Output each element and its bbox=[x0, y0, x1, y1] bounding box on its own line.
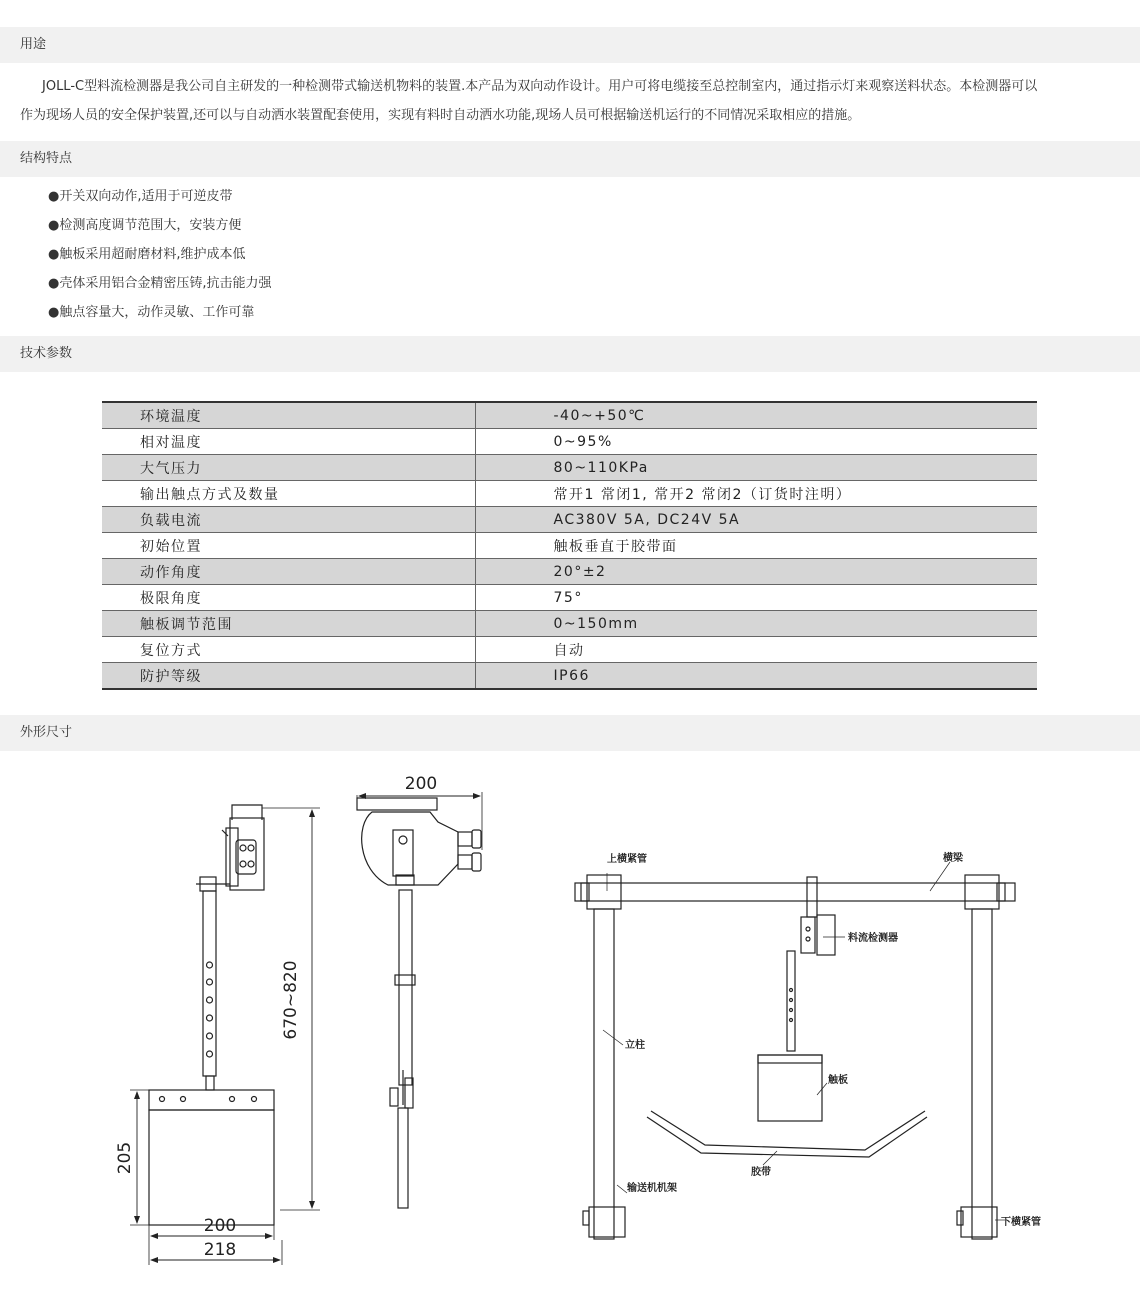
dim-side-width: 200 bbox=[404, 774, 438, 794]
dim-plate-width-218: 218 bbox=[203, 1240, 237, 1260]
param-value: IP66 bbox=[475, 663, 1037, 690]
table-row bbox=[102, 663, 1037, 690]
param-name: 大气压力 bbox=[102, 455, 475, 481]
param-name: 相对温度 bbox=[102, 429, 475, 455]
table-row bbox=[102, 429, 1037, 455]
usage-paragraph-line-2: 作为现场人员的安全保护装置,还可以与自动洒水装置配套使用，实现有料时自动洒水功能,现场人员可根据输送机运行的不同情况采取相应的措施。 bbox=[20, 108, 861, 123]
section-header-dimensions: 外形尺寸 bbox=[0, 715, 1140, 751]
feature-item: ●触板采用超耐磨材料,维护成本低 bbox=[48, 247, 246, 262]
label-plate: 触板 bbox=[828, 1075, 848, 1086]
label-detector: 料流检测器 bbox=[848, 933, 898, 944]
dim-plate-height: 205 bbox=[115, 1141, 135, 1175]
param-name: 防护等级 bbox=[102, 663, 475, 690]
param-name: 初始位置 bbox=[102, 533, 475, 559]
label-upper-clamp: 上横紧管 bbox=[607, 854, 647, 865]
table-row bbox=[102, 559, 1037, 585]
feature-item: ●检测高度调节范围大，安装方便 bbox=[48, 218, 242, 233]
param-name: 负载电流 bbox=[102, 507, 475, 533]
section-header-params: 技术参数 bbox=[0, 336, 1140, 372]
param-value: 80~110KPa bbox=[475, 455, 1037, 481]
param-name: 复位方式 bbox=[102, 637, 475, 663]
param-value: 触板垂直于胶带面 bbox=[475, 533, 1037, 559]
param-value: -40~+50℃ bbox=[475, 402, 1037, 429]
dim-total-height: 670~820 bbox=[281, 960, 301, 1040]
feature-item: ●触点容量大，动作灵敏、工作可靠 bbox=[48, 305, 255, 320]
installation-diagram bbox=[555, 845, 1041, 1265]
param-value: 0~95% bbox=[475, 429, 1037, 455]
param-value: 0~150mm bbox=[475, 611, 1037, 637]
feature-item: ●开关双向动作,适用于可逆皮带 bbox=[48, 189, 233, 204]
label-belt: 胶带 bbox=[751, 1167, 771, 1178]
param-value: 20°±2 bbox=[475, 559, 1037, 585]
dimension-drawing bbox=[0, 760, 520, 1280]
table-row bbox=[102, 507, 1037, 533]
param-name: 触板调节范围 bbox=[102, 611, 475, 637]
param-value: 常开1 常闭1, 常开2 常闭2（订货时注明） bbox=[475, 481, 1037, 507]
label-frame: 输送机机架 bbox=[627, 1183, 677, 1194]
param-value: AC380V 5A, DC24V 5A bbox=[475, 507, 1037, 533]
param-value: 自动 bbox=[475, 637, 1037, 663]
table-row bbox=[102, 637, 1037, 663]
param-value: 75° bbox=[475, 585, 1037, 611]
param-name: 动作角度 bbox=[102, 559, 475, 585]
table-row bbox=[102, 481, 1037, 507]
feature-item: ●壳体采用铝合金精密压铸,抗击能力强 bbox=[48, 276, 272, 291]
table-row bbox=[102, 611, 1037, 637]
param-name: 输出触点方式及数量 bbox=[102, 481, 475, 507]
table-row bbox=[102, 585, 1037, 611]
param-name: 环境温度 bbox=[102, 402, 475, 429]
label-lower-clamp: 下横紧管 bbox=[1001, 1217, 1041, 1228]
label-beam: 横梁 bbox=[943, 853, 963, 864]
param-name: 极限角度 bbox=[102, 585, 475, 611]
table-row bbox=[102, 455, 1037, 481]
section-header-structure: 结构特点 bbox=[0, 141, 1140, 177]
table-row bbox=[102, 533, 1037, 559]
section-header-usage: 用途 bbox=[0, 27, 1140, 63]
dim-plate-width-200: 200 bbox=[203, 1216, 237, 1236]
table-row bbox=[102, 402, 1037, 429]
params-table bbox=[102, 401, 1037, 690]
usage-paragraph-line-1: JOLL-C型料流检测器是我公司自主研发的一种检测带式输送机物料的装置.本产品为双向动作设计。用户可将电缆接至总控制室内，通过指示灯来观察送料状态。本检测器可以 bbox=[42, 79, 1038, 94]
label-post: 立柱 bbox=[625, 1040, 645, 1051]
